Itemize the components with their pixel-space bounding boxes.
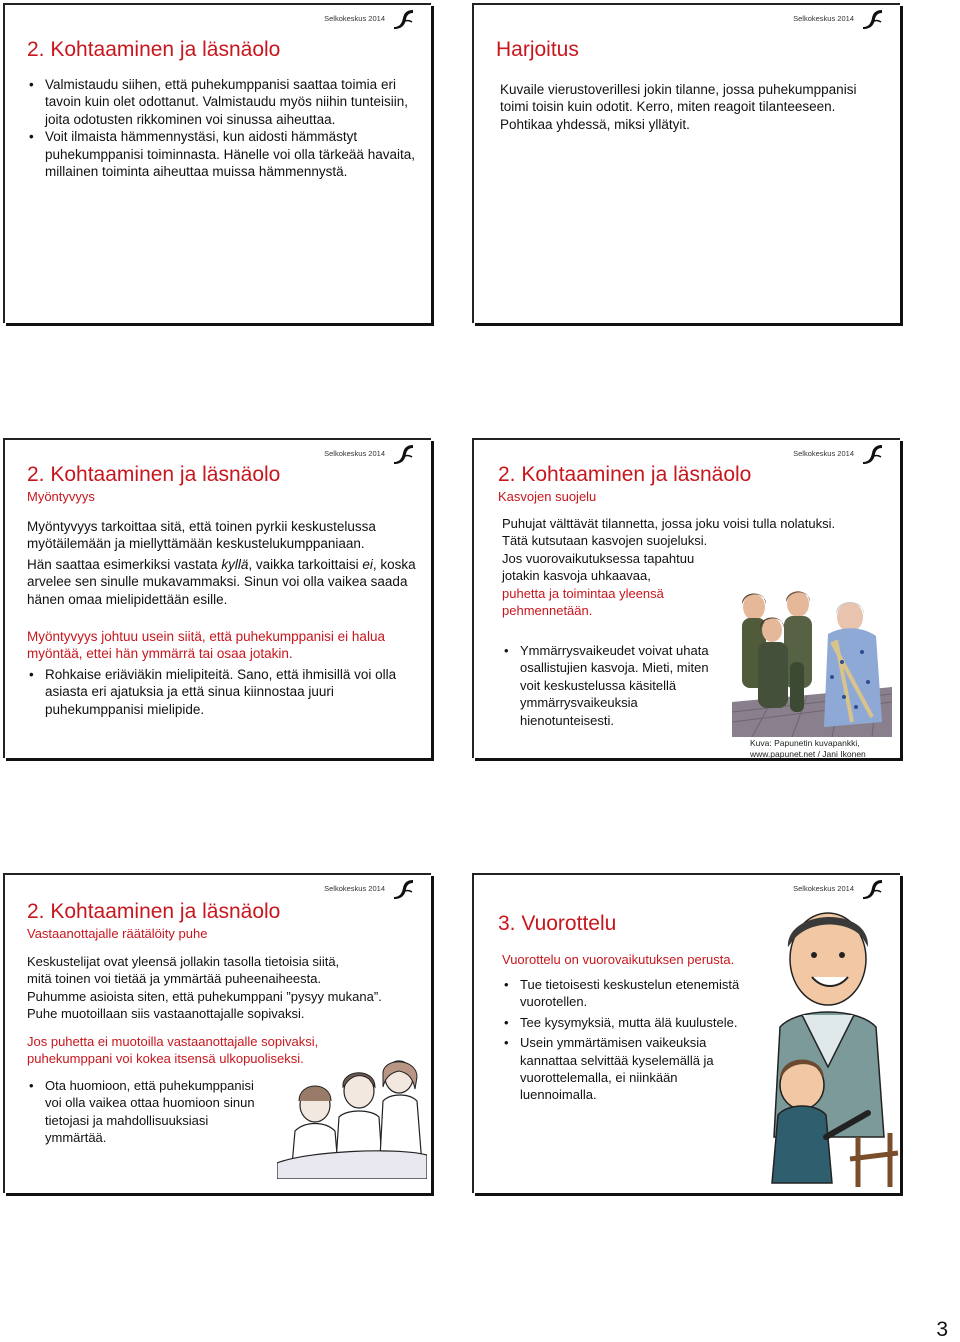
slide-bullets xyxy=(502,642,724,729)
slide-body xyxy=(27,953,417,1067)
image-credit xyxy=(750,738,866,758)
credit-line: www.papunet.net / Jani Ikonen xyxy=(750,749,866,758)
selkokeskus-logo-icon xyxy=(860,8,886,30)
text-line: Puhe muotoillaan siis vastaanottajalle sopivaksi. xyxy=(27,1006,305,1022)
bullet-item: • Ota huomioon, että puhekumppanisi voi olla vaikea ottaa huomioon sinun tietojasi ja mahdollisuuksiasi ymmärtää. xyxy=(27,1077,265,1147)
text-line: Keskustelijat ovat yleensä jollakin tasolla tietoisia siitä, xyxy=(27,954,340,969)
highlight-paragraph: Vuorottelu on vuorovaikutuksen perusta. xyxy=(502,952,735,967)
brand-label: Selkokeskus 2014 xyxy=(793,884,854,893)
slide-subtitle: Myöntyvyys xyxy=(27,489,95,504)
page-number: 3 xyxy=(936,1318,948,1341)
paragraph: Hän saattaa esimerkiksi vastata kyllä, vaikka tarkoittaisi ei, koska arvelee sen sinulle mukavammaksi. Sinun voi olla vaikea saada hänen omaa mielipidettään esille. xyxy=(27,556,416,607)
selkokeskus-logo-icon xyxy=(391,878,417,900)
slide-title: 2. Kohtaaminen ja läsnäolo xyxy=(498,463,752,486)
slide-title: Harjoitus xyxy=(496,38,579,61)
selkokeskus-logo-icon xyxy=(391,8,417,30)
slide-title: 3. Vuorottelu xyxy=(498,912,617,935)
slide-title: 2. Kohtaaminen ja läsnäolo xyxy=(27,463,281,486)
paragraph: Myöntyvyys tarkoittaa sitä, että toinen pyrkii keskustelussa myötäilemään ja miellyttämään keskustelukumppaniaan. xyxy=(27,519,376,552)
brand-label: Selkokeskus 2014 xyxy=(793,14,854,23)
slide-2 xyxy=(472,3,900,323)
people-illustration xyxy=(732,582,892,737)
slide-3 xyxy=(3,438,431,758)
exercise-text: Kuvaile vierustoverillesi jokin tilanne, jossa puhekumppanisi toimi toisin kuin odotit. Kerro, miten reagoit tilanteeseen. Pohtikaa yhdessä, miksi yllätyit. xyxy=(500,82,857,132)
brand-label: Selkokeskus 2014 xyxy=(793,449,854,458)
slide-body xyxy=(27,518,417,718)
man-and-child-illustration xyxy=(750,897,900,1187)
slide-4 xyxy=(472,438,900,758)
slide-body xyxy=(500,81,886,133)
brand-label: Selkokeskus 2014 xyxy=(324,14,385,23)
text-line: Puhujat välttävät tilannetta, jossa joku voisi tulla nolatuksi. xyxy=(502,516,836,531)
bullet-item: • Voit ilmaista hämmennystäsi, kun aidosti hämmästyt puhekumppanisi toiminnasta. Hänelle voi olla tärkeää havaita, millainen toiminta aiheuttaa muissa hämmennystä. xyxy=(27,128,417,180)
credit-line: Kuva: Papunetin kuvapankki, xyxy=(750,738,860,748)
bullet-item: • Tue tietoisesti keskustelun etenemistä vuorotellen. xyxy=(502,976,752,1011)
text-line: mitä toinen voi tietää ja ymmärtää puheenaiheesta. xyxy=(27,971,322,987)
people-at-table-illustration xyxy=(277,1059,427,1179)
text-line: Jos vuorovaikutuksessa tapahtuu xyxy=(502,550,695,566)
brand-label: Selkokeskus 2014 xyxy=(324,884,385,893)
text-line: Tätä kutsutaan kasvojen suojeluksi. xyxy=(502,533,708,549)
bullet-item: • Ymmärrysvaikeudet voivat uhata osallistujien kasvoja. Mieti, miten voit keskustelussa käsitellä ymmärrysvaikeuksia hienotunteisesti. xyxy=(502,642,724,729)
highlight-line: pehmennetään. xyxy=(502,603,593,619)
text-line: jotakin kasvoja uhkaavaa, xyxy=(502,568,651,584)
selkokeskus-logo-icon xyxy=(860,443,886,465)
highlight-line: puhetta ja toimintaa yleensä xyxy=(502,585,664,601)
slide-bullets xyxy=(27,1077,265,1147)
slide-subtitle: Vastaanottajalle räätälöity puhe xyxy=(27,926,208,941)
selkokeskus-logo-icon xyxy=(391,443,417,465)
slide-bullets xyxy=(502,976,752,1104)
bullet-item: • Tee kysymyksiä, mutta älä kuulustele. xyxy=(502,1014,752,1031)
slide-5 xyxy=(3,873,431,1193)
slide-6 xyxy=(472,873,900,1193)
slide-title: 2. Kohtaaminen ja läsnäolo xyxy=(27,38,281,61)
text-line: Puhumme asioista siten, että puhekumppani ”pysyy mukana”. xyxy=(27,988,382,1004)
highlight-paragraph: Jos puhetta ei muotoilla vastaanottajalle sopivaksi, puhekumppani voi kokea itsensä ulkopuoliseksi. xyxy=(27,1033,319,1067)
slide-subtitle: Kasvojen suojelu xyxy=(498,489,597,504)
highlight-paragraph: Myöntyvyys johtuu usein siitä, että puhekumppanisi ei halua myöntää, ettei hän ymmärrä tai osaa jotakin. xyxy=(27,629,385,662)
slide-1 xyxy=(3,3,431,323)
bullet-item: • Rohkaise eriäviäkin mielipiteitä. Sano, että ihmisillä voi olla asiasta eri ajatuksia ja että sinua kiinnostaa juuri puhekumppanisi mielipide. xyxy=(27,666,417,718)
bullet-item: • Usein ymmärtämisen vaikeuksia kannattaa selvittää kyselemällä ja vuorottelemalla, ei niinkään luennoimalla. xyxy=(502,1034,752,1104)
slide-body xyxy=(27,76,417,180)
brand-label: Selkokeskus 2014 xyxy=(324,449,385,458)
bullet-item: • Valmistaudu siihen, että puhekumppanisi saattaa toimia eri tavoin kuin olet odottanut. Valmistaudu myös niihin tunteisiin, joita odotusten rikkominen voi sinussa aiheuttaa. xyxy=(27,76,417,128)
slide-title: 2. Kohtaaminen ja läsnäolo xyxy=(27,900,281,923)
